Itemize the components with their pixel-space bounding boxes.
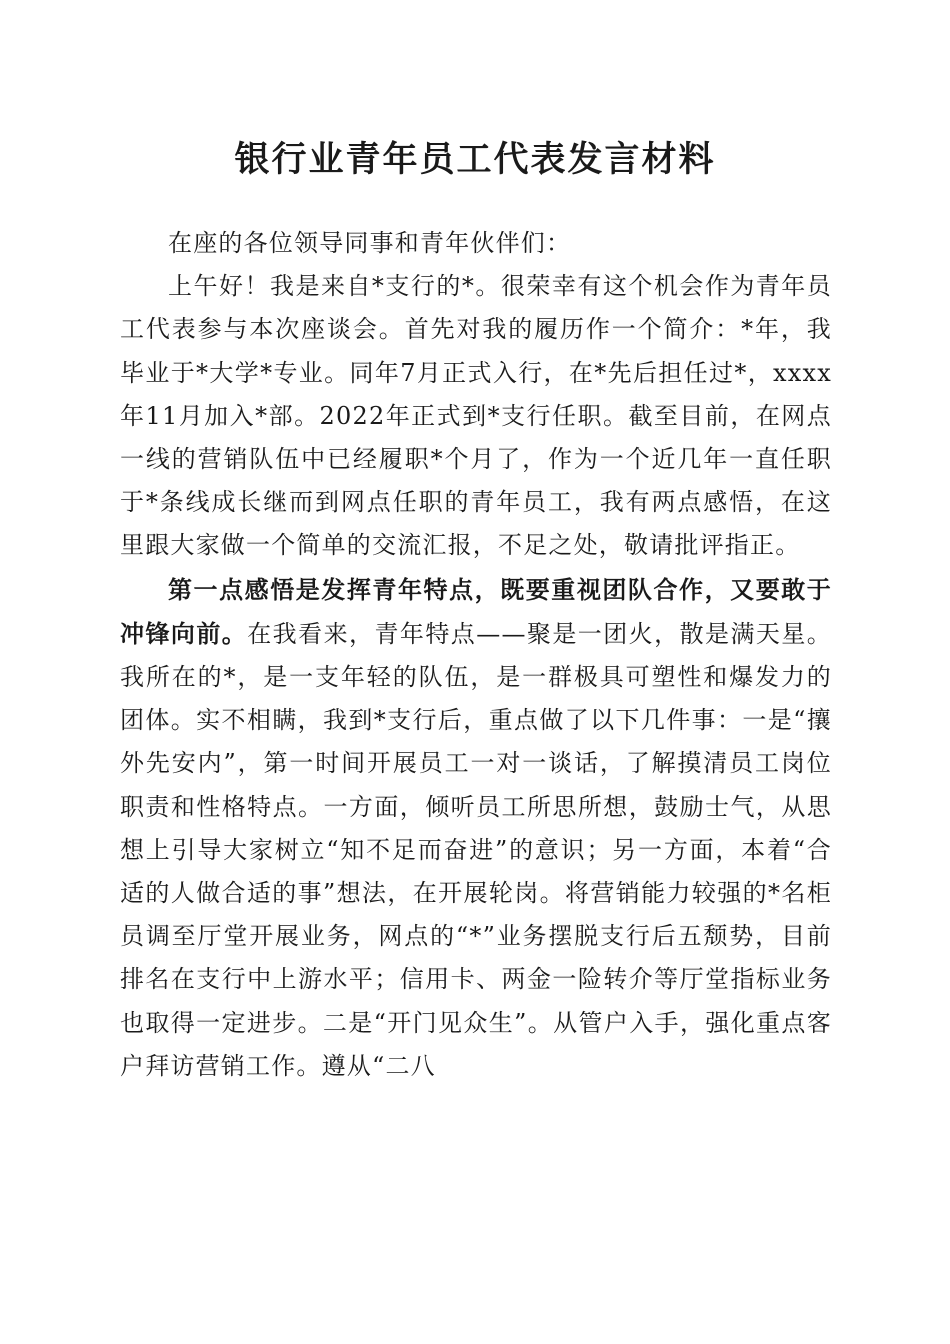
document-body	[120, 222, 832, 1088]
greeting-paragraph: 在座的各位领导同事和青年伙伴们：	[168, 229, 572, 257]
intro-paragraph: 上午好！我是来自*支行的*。很荣幸有这个机会作为青年员工代表参与本次座谈会。首先对我的履历作一个简介：*年，我毕业于*大学*专业。同年7月正式入行，在*先后担任过*，xxxx年11月加入*部。2022年正式到*支行任职。截至目前，在网点一线的营销队伍中已经履职*个月了，作为一个近几年一直任职于*条线成长继而到网点任职的青年员工，我有两点感悟，在这里跟大家做一个简单的交流汇报，不足之处，敬请批评指正。	[120, 272, 832, 560]
first-insight-body: 在我看来，青年特点——聚是一团火，散是满天星。我所在的*，是一支年轻的队伍，是一群极具可塑性和爆发力的团体。实不相瞒，我到*支行后，重点做了以下几件事：一是“攘外先安内”，第一时间开展员工一对一谈话，了解摸清员工岗位职责和性格特点。一方面，倾听员工所思所想，鼓励士气，从思想上引导大家树立“知不足而奋进”的意识；另一方面，本着“合适的人做合适的事”想法，在开展轮岗。将营销能力较强的*名柜员调至厅堂开展业务，网点的“*”业务摆脱支行后五颓势，目前排名在支行中上游水平；信用卡、两金一险转介等厅堂指标业务也取得一定进步。二是“开门见众生”。从管户入手，强化重点客户拜访营销工作。遵从“二八	[120, 619, 832, 1080]
document-title: 银行业青年员工代表发言材料	[234, 139, 716, 180]
first-insight-paragraph	[120, 568, 832, 1088]
first-insight-heading: 第一点感悟是发挥青年特点，既要重视团队合作，又要敢于冲锋向前。	[120, 574, 832, 648]
